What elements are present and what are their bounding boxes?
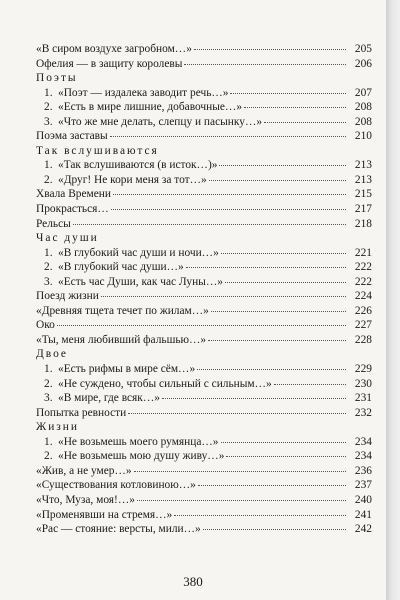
- toc-entry-title: «Рас — стояние: версты, мили…»: [36, 523, 201, 536]
- toc-entry-page: 222: [354, 261, 372, 274]
- toc-entry-title: «Древняя тщета течет по жилам…»: [36, 304, 209, 317]
- toc-entry-number: 2.: [44, 377, 53, 390]
- toc-entry-number: 3.: [44, 392, 53, 405]
- toc-entry-title: «Есть час Души, как час Луны…»: [58, 275, 223, 288]
- toc-entry: [36, 42, 372, 57]
- toc-entry: [36, 129, 372, 144]
- toc-entry-title: Хвала Времени: [36, 188, 112, 201]
- toc-entry-page: 240: [354, 493, 372, 506]
- toc-entry-page: 221: [354, 246, 372, 259]
- toc-entry-page: 236: [354, 464, 372, 477]
- toc-entry-page: 205: [354, 43, 372, 55]
- toc-entry-page: 242: [354, 523, 372, 536]
- toc-entry-number: 1.: [44, 86, 53, 99]
- toc-section-title: Так вслушиваются: [36, 144, 159, 157]
- toc-entry-title: «Не возьмешь моего румянца…»: [58, 435, 219, 448]
- toc-entry: [36, 260, 372, 275]
- toc-entry-title: «В глубокий час души…»: [58, 261, 184, 274]
- toc-entry-title: Прокрасться…: [36, 203, 109, 216]
- dot-leader: [225, 282, 346, 283]
- toc-entry-title: «Ты, меня любивший фальшью…»: [36, 333, 207, 346]
- toc-entry-title: «Есть рифмы в мире сём…»: [58, 363, 196, 376]
- toc-entry-page: 222: [354, 275, 372, 288]
- toc-entry: [36, 100, 372, 115]
- toc-entry-page: 241: [354, 508, 372, 521]
- toc-entry-title: «Существования котловиною…»: [36, 479, 196, 492]
- toc-entry: [36, 289, 372, 304]
- toc-entry: [36, 246, 372, 261]
- dot-leader: [186, 267, 346, 268]
- toc-entry-page: 208: [354, 101, 372, 114]
- toc-entry: [36, 275, 372, 290]
- page-number: 380: [183, 574, 203, 589]
- toc-entry: [36, 57, 372, 72]
- toc-section-title: Час души: [36, 232, 99, 245]
- toc-entry-page: 213: [354, 159, 372, 172]
- toc-entry: [36, 464, 372, 479]
- page-edge-shadow: [386, 0, 400, 600]
- toc-entry-number: 2.: [44, 261, 53, 274]
- toc-entry-title: «Так вслушиваются (в исток…)»: [58, 159, 218, 172]
- toc-entry: [36, 304, 372, 319]
- dot-leader: [203, 529, 346, 530]
- toc-entry-title: «Жив, а не умер…»: [36, 464, 132, 477]
- toc-entry-page: 234: [354, 435, 372, 448]
- dot-leader: [128, 413, 346, 414]
- toc-entry-title: «В мире, где всяк…»: [58, 392, 160, 405]
- toc-section-heading: [36, 420, 372, 435]
- toc-entry: [36, 493, 372, 508]
- toc-entry-number: 2.: [44, 173, 53, 186]
- toc-entry-page: 227: [354, 319, 372, 332]
- toc-entry: [36, 522, 372, 537]
- toc-entry-page: 206: [354, 57, 372, 70]
- toc-entry: [36, 449, 372, 464]
- toc-entry: [36, 406, 372, 421]
- toc-entry: [36, 187, 372, 202]
- toc-entry-number: 2.: [44, 450, 53, 463]
- toc-entry: [36, 86, 372, 101]
- dot-leader: [211, 311, 346, 312]
- toc-entry-page: 208: [354, 115, 372, 128]
- dot-leader: [73, 224, 346, 225]
- dot-leader: [134, 471, 346, 472]
- toc-section-title: Поэты: [36, 72, 78, 85]
- toc-entry: [36, 202, 372, 217]
- toc-entry-title: Поезд жизни: [36, 290, 99, 303]
- toc-entry-title: «Не суждено, чтобы сильный с сильным…»: [58, 377, 272, 390]
- toc-section-heading: [36, 144, 372, 159]
- toc-section-heading: [36, 231, 372, 246]
- toc-entry-page: 234: [354, 450, 372, 463]
- toc-entry-page: 230: [354, 377, 372, 390]
- toc-entry-page: 228: [354, 333, 372, 346]
- toc-entry-number: 1.: [44, 246, 53, 259]
- toc-entry-title: «Поэт — издалека заводит речь…»: [58, 86, 229, 99]
- table-of-contents: [36, 42, 372, 537]
- toc-section-heading: [36, 347, 372, 362]
- toc-entry-title: «В сиром воздухе загробном…»: [36, 43, 192, 55]
- toc-entry-number: 3.: [44, 115, 53, 128]
- dot-leader: [162, 398, 346, 399]
- dot-leader: [274, 384, 346, 385]
- toc-entry-title: Офелия — в защиту королевы: [36, 57, 183, 70]
- dot-leader: [221, 253, 346, 254]
- dot-leader: [137, 500, 346, 501]
- dot-leader: [264, 122, 346, 123]
- toc-entry-title: «Друг! Не кори меня за тот…»: [58, 173, 207, 186]
- toc-entry-page: 231: [354, 392, 372, 405]
- toc-entry-page: 215: [354, 188, 372, 201]
- dot-leader: [110, 136, 346, 137]
- toc-entry-number: 1.: [44, 159, 53, 172]
- dot-leader: [194, 49, 346, 50]
- toc-section-title: Двое: [36, 348, 68, 361]
- toc-entry-page: 226: [354, 304, 372, 317]
- toc-entry-title: «Есть в мире лишние, добавочные…»: [58, 101, 243, 114]
- toc-entry-title: «В глубокий час души и ночи…»: [58, 246, 219, 259]
- toc-entry-page: 217: [354, 203, 372, 216]
- toc-entry-number: 3.: [44, 275, 53, 288]
- toc-entry-title: «Не возьмешь мою душу живу…»: [58, 450, 225, 463]
- toc-entry-page: 207: [354, 86, 372, 99]
- dot-leader: [244, 107, 346, 108]
- toc-entry-page: 229: [354, 363, 372, 376]
- toc-entry: [36, 435, 372, 450]
- toc-entry: [36, 217, 372, 232]
- toc-entry-title: Попытка ревности: [36, 406, 127, 419]
- toc-entry: [36, 115, 372, 130]
- toc-entry-page: 224: [354, 290, 372, 303]
- toc-entry-number: 1.: [44, 435, 53, 448]
- toc-entry-title: «Что, Муза, моя!…»: [36, 493, 135, 506]
- toc-entry-title: «Что же мне делать, слепцу и пасынку…»: [58, 115, 263, 128]
- toc-entry: [36, 318, 372, 333]
- dot-leader: [226, 456, 346, 457]
- toc-entry-title: «Променявши на стремя…»: [36, 508, 173, 521]
- toc-entry: [36, 377, 372, 392]
- toc-section-heading: [36, 71, 372, 86]
- toc-entry: [36, 391, 372, 406]
- dot-leader: [230, 93, 346, 94]
- dot-leader: [198, 485, 346, 486]
- dot-leader: [113, 194, 346, 195]
- dot-leader: [101, 296, 346, 297]
- toc-entry-title: Рельсы: [36, 217, 71, 230]
- toc-section-title: Жизни: [36, 421, 79, 434]
- toc-entry-title: Око: [36, 319, 55, 332]
- toc-entry-page: 218: [354, 217, 372, 230]
- toc-entry-title: Поэма заставы: [36, 130, 108, 143]
- toc-entry-page: 210: [354, 130, 372, 143]
- dot-leader: [184, 64, 346, 65]
- dot-leader: [209, 180, 346, 181]
- toc-entry-page: 213: [354, 173, 372, 186]
- dot-leader: [219, 165, 346, 166]
- toc-entry: [36, 508, 372, 523]
- toc-entry: [36, 478, 372, 493]
- dot-leader: [57, 325, 346, 326]
- dot-leader: [111, 209, 346, 210]
- toc-entry-number: 2.: [44, 101, 53, 114]
- dot-leader: [174, 515, 346, 516]
- toc-entry: [36, 333, 372, 348]
- dot-leader: [221, 442, 347, 443]
- dot-leader: [208, 340, 346, 341]
- dot-leader: [197, 369, 346, 370]
- toc-entry-page: 232: [354, 406, 372, 419]
- toc-entry-page: 237: [354, 479, 372, 492]
- toc-entry: [36, 158, 372, 173]
- toc-entry-number: 1.: [44, 363, 53, 376]
- toc-entry: [36, 362, 372, 377]
- toc-entry: [36, 173, 372, 188]
